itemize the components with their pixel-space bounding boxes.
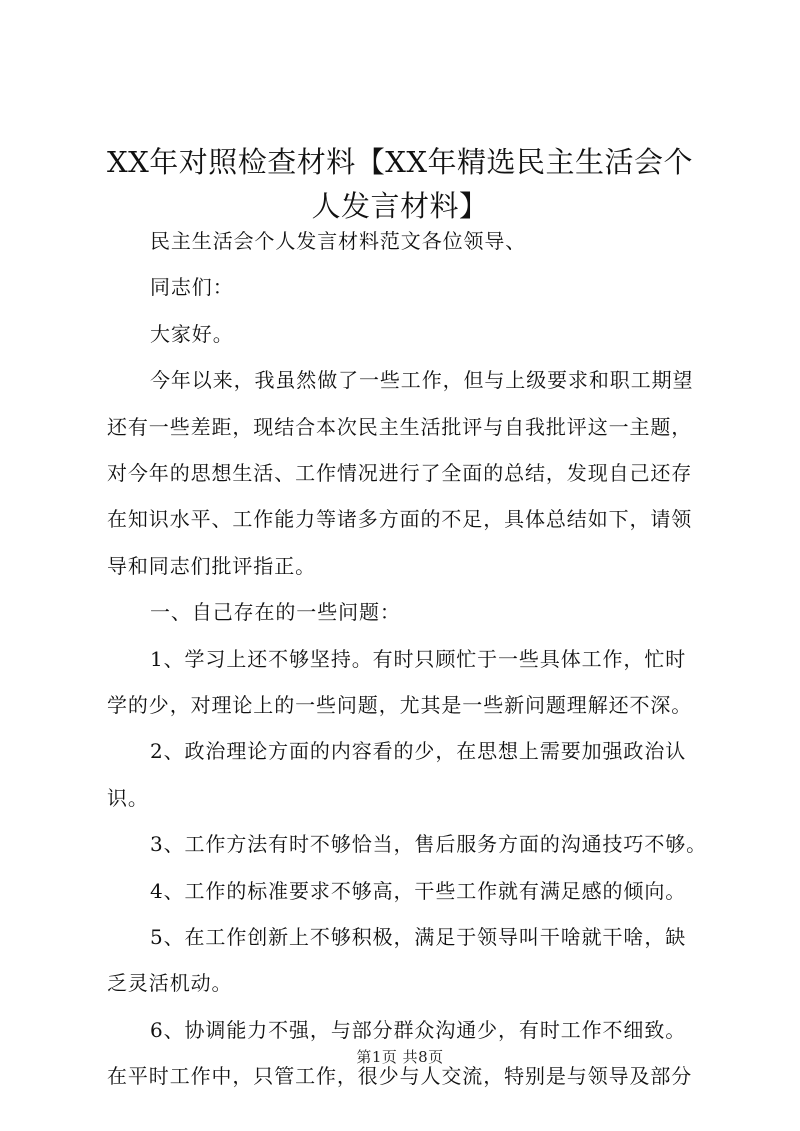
body-line: 同志们： [150,275,234,300]
body-line: 一、自己存在的一些问题： [150,600,401,625]
body-line: 乏灵活机动。 [107,971,233,996]
body-line: 在知识水平、工作能力等诸多方面的不足，具体总结如下，请领 [107,507,693,532]
body-line: 学的少，对理论上的一些问题，尤其是一些新问题理解还不深。 [107,693,693,717]
body-line: 4、工作的标准要求不够高，干些工作就有满足感的倾向。 [150,878,687,903]
page-footer: 第1页 共8页 [356,1048,444,1066]
body-line: 5、在工作创新上不够积极，满足于领导叫干啥就干啥，缺 [150,925,687,949]
body-line: 在平时工作中，只管工作，很少与人交流，特别是与领导及部分 [107,1064,693,1089]
body-line: 导和同志们批评指正。 [107,553,316,578]
title-line-2: 人发言材料】 [311,189,489,223]
body-line: 6、协调能力不强，与部分群众沟通少，有时工作不细致。 [150,1017,687,1042]
body-line: 3、工作方法有时不够恰当，售后服务方面的沟通技巧不够。 [150,832,708,857]
document-title [80,140,720,228]
body-line: 1、学习上还不够坚持。有时只顾忙于一些具体工作，忙时 [150,646,687,671]
body-line: 2、政治理论方面的内容看的少，在思想上需要加强政治认 [150,739,687,764]
body-line: 大家好。 [150,321,234,346]
body-line: 今年以来，我虽然做了一些工作，但与上级要求和职工期望 [150,368,694,393]
body-line: 识。 [107,785,149,810]
title-line-1: XX年对照检查材料【XX年精选民主生活会个 [106,145,694,179]
body-line: 民主生活会个人发言材料范文各位领导、 [150,229,527,253]
body-line: 对今年的思想生活、工作情况进行了全面的总结，发现自己还存 [107,461,693,485]
body-line: 还有一些差距，现结合本次民主生活批评与自我批评这一主题， [107,414,693,439]
